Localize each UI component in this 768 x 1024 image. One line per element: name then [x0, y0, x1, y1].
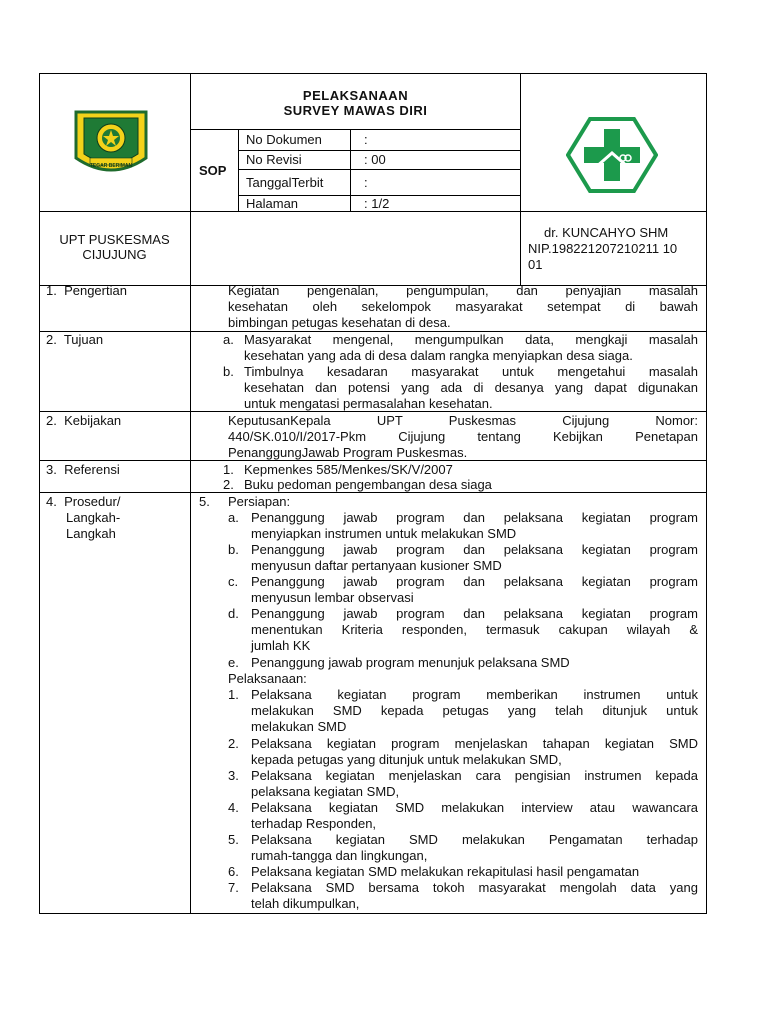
persiapan-line: menyiapkan instrumen untuk melakukan SMD [251, 526, 517, 541]
pelaksanaan-heading: Pelaksanaan: [228, 671, 307, 686]
doc-field-label: Halaman [246, 196, 299, 211]
tujuan-line: kesehatan yang ada di desa dalam rangka menyiapkan desa siaga. [244, 348, 633, 363]
document-title-line1: PELAKSANAAN [302, 88, 409, 103]
persiapan-line: Penanggung jawab program dan pelaksana kegiatan program [251, 574, 698, 589]
persiapan-line: menyusun lembar observasi [251, 590, 414, 605]
pelaksanaan-line: telah dikumpulkan, [251, 896, 360, 911]
referensi-item: Buku pedoman pengembangan desa siaga [244, 477, 492, 492]
list-marker: 3. [228, 768, 239, 783]
doc-field-label: No Dokumen [246, 132, 322, 147]
persiapan-line: Penanggung jawab program dan pelaksana kegiatan program [251, 542, 698, 557]
org-name-line2: CIJUJUNG [82, 247, 147, 262]
list-marker: 6. [228, 864, 239, 879]
list-marker: a. [228, 510, 239, 525]
list-marker: d. [228, 606, 239, 621]
kebijakan-line: KeputusanKepala UPT Puskesmas Cijujung Nomor: [228, 413, 698, 428]
pelaksanaan-line: rumah-tangga dan lingkungan, [251, 848, 428, 863]
tujuan-line: untuk mengatasi permasalahan kesehatan. [244, 396, 493, 411]
pelaksanaan-line: pelaksana kegiatan SMD, [251, 784, 400, 799]
health-cross-icon [566, 117, 658, 193]
pelaksanaan-line: Pelaksana kegiatan SMD melakukan interview atau wawancara [251, 800, 698, 815]
list-marker: 2. [223, 477, 234, 492]
pelaksanaan-line: melakukan SMD [251, 719, 347, 734]
puskesmas-logo [566, 117, 658, 193]
tujuan-line: Masyarakat mengenal, mengumpulkan data, mengkaji masalah [244, 332, 698, 347]
doc-field-label: TanggalTerbit [246, 175, 324, 190]
table-border-top [39, 73, 707, 74]
doc-field-value: : [364, 132, 368, 147]
doc-field-label: No Revisi [246, 152, 302, 167]
pelaksanaan-line: Pelaksana kegiatan SMD melakukan Pengamatan terhadap [251, 832, 698, 847]
list-marker: 4. [228, 800, 239, 815]
doc-field-divider [350, 129, 351, 212]
pelaksanaan-line: Pelaksana kegiatan SMD melakukan rekapitulasi hasil pengamatan [251, 864, 640, 879]
doc-field-value: : 1/2 [364, 196, 390, 211]
persiapan-line: Penanggung jawab program dan pelaksana kegiatan program [251, 510, 698, 525]
pengertian-line: kesehatan oleh sekelompok masyarakat setempat di bawah [228, 299, 698, 314]
list-marker: 1. [228, 687, 239, 702]
pelaksanaan-line: Pelaksana kegiatan menjelaskan cara pengisian instrumen kepada [251, 768, 698, 783]
pelaksanaan-line: Pelaksana SMD bersama tokoh masyarakat mengolah data yang [251, 880, 698, 895]
persiapan-line: Penanggung jawab program dan pelaksana kegiatan program [251, 606, 698, 621]
persiapan-line: menentukan Kriteria responden, termasuk cakupan wilayah & [251, 622, 698, 637]
kebijakan-line: PenanggungJawab Program Puskesmas. [228, 445, 468, 460]
pelaksanaan-line: terhadap Responden, [251, 816, 377, 831]
table-border-right [706, 73, 707, 914]
label-column-divider [190, 285, 191, 914]
document-title-line2: SURVEY MAWAS DIRI [283, 103, 428, 118]
signer-name: dr. KUNCAHYO SHM [544, 225, 669, 240]
section-label-tujuan: 2. Tujuan [46, 332, 104, 347]
signer-nip: NIP.198221207210211 10 [528, 241, 678, 256]
list-marker: c. [228, 574, 239, 589]
pelaksanaan-line: Pelaksana kegiatan program memberikan instrumen untuk [251, 687, 698, 702]
pelaksanaan-line: melakukan SMD kepada petugas yang telah ditunjuk untuk [251, 703, 698, 718]
pengertian-line: Kegiatan pengenalan, pengumpulan, dan penyajian masalah [228, 283, 698, 298]
list-marker: b. [223, 364, 234, 379]
shield-emblem-icon [70, 108, 152, 180]
org-name-line1: UPT PUSKESMAS [59, 232, 170, 247]
list-marker: b. [228, 542, 239, 557]
doc-field-value: : [364, 175, 368, 190]
tujuan-line: Timbulnya kesadaran masyarakat untuk mengetahui masalah [244, 364, 698, 379]
doc-row-line [238, 150, 521, 151]
list-marker: 1. [223, 462, 234, 477]
sop-label: SOP [199, 163, 227, 178]
list-marker: 2. [228, 736, 239, 751]
pengertian-line: bimbingan petugas kesehatan di desa. [228, 315, 451, 330]
title-divider [190, 129, 521, 130]
section-label-prosedur-cont: Langkah- [66, 510, 121, 525]
table-border-left [39, 73, 40, 914]
sop-divider [238, 129, 239, 212]
pelaksanaan-line: kepada petugas yang ditunjuk untuk melakukan SMD, [251, 752, 562, 767]
persiapan-line: Penanggung jawab program menunjuk pelaksana SMD [251, 655, 570, 670]
section-label-prosedur: 4. Prosedur/ [46, 494, 121, 509]
section-label-kebijakan: 2. Kebijakan [46, 413, 122, 428]
list-marker: 5. [199, 494, 210, 509]
kebijakan-line: 440/SK.010/I/2017-Pkm Cijujung tentang Kebijkan Penetapan [228, 429, 698, 444]
doc-field-value: : 00 [364, 152, 386, 167]
table-border-bottom [39, 913, 707, 914]
list-marker: a. [223, 332, 234, 347]
section-label-prosedur-cont: Langkah [66, 526, 116, 541]
pelaksanaan-line: Pelaksana kegiatan program menjelaskan tahapan kegiatan SMD [251, 736, 698, 751]
persiapan-line: jumlah KK [251, 638, 311, 653]
tujuan-line: kesehatan dan potensi yang ada di desanya yang dapat digunakan [244, 380, 698, 395]
signer-nip-cont: 01 [528, 257, 543, 272]
list-marker: e. [228, 655, 239, 670]
logo-motto: TEGAR BERIMAN [89, 163, 133, 169]
list-marker: 7. [228, 880, 239, 895]
persiapan-heading: Persiapan: [228, 494, 291, 509]
bogor-regency-logo [70, 108, 152, 180]
persiapan-line: menyusun daftar pertanyaan kusioner SMD [251, 558, 502, 573]
referensi-item: Kepmenkes 585/Menkes/SK/V/2007 [244, 462, 453, 477]
section-label-pengertian: 1. Pengertian [46, 283, 127, 298]
list-marker: 5. [228, 832, 239, 847]
doc-row-line [238, 169, 521, 170]
section-label-referensi: 3. Referensi [46, 462, 120, 477]
